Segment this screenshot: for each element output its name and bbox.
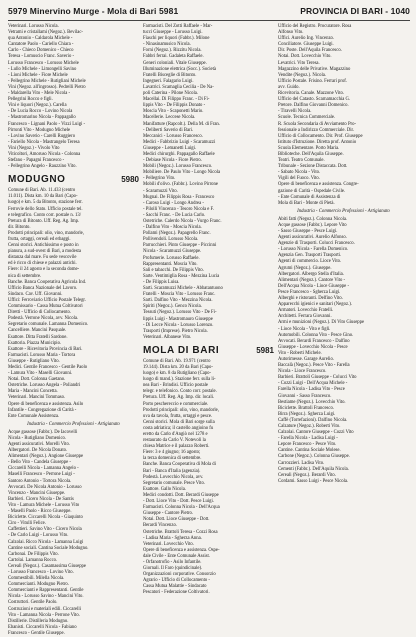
- entry-line: Pollivendoli. Lorusso Nicola.: [143, 237, 199, 243]
- entry-line: Commercianti e Rappresentanti. Gentile: [8, 588, 84, 594]
- entry-line: Carbone (Negoz.). Colonna Giuseppe.: [278, 454, 350, 460]
- entry-line: - Sacchi Franc. - De Lucia Carlo.: [143, 212, 206, 218]
- town-name: MODUGNO: [8, 174, 66, 186]
- entry-line: - Di Lecce Nicola - Lorusso Lorenzo.: [143, 322, 214, 328]
- entry-line: Pretura di Bitonto. Uff. Reg. Ag. Imp.: [8, 218, 80, 224]
- entry-line: - Pellegrino Vito.: [143, 176, 176, 182]
- entry-line: Ostetriche. Brattoli Teresa - Cozzi Rosa: [143, 529, 218, 535]
- entry-line: Cancelliere. Mancini Pasquale.: [8, 328, 67, 334]
- entry-line: Biciclette. Brattoli Francesco.: [278, 405, 334, 411]
- entry-line: Organizzazioni corporative. Consorzio: [143, 572, 216, 578]
- entry-line: Dell'Acqua Nicola - Lioce Giuseppe -: [278, 283, 349, 289]
- entry-line: - De Filippis Luisa.: [143, 279, 180, 285]
- entry-line: Albergatori. De Nicola Donato.: [8, 448, 68, 454]
- entry-line: Commestibili. Milella Nicola.: [8, 576, 65, 582]
- entry-line: Veterinari. Albanese Vito.: [143, 334, 192, 340]
- entry-line: Mola di Bari - Monte di Pietà.: [278, 200, 335, 206]
- entry-line: - Pellegrino Michele - Rutigliani Michele: [8, 78, 86, 84]
- entry-line: Fiere: il 24 agosto e la seconda dome-: [8, 267, 80, 273]
- entry-line: - Maselli Paolo - Ricco Giuseppe.: [8, 509, 72, 515]
- entry-line: Nicola - Lioce Francesco.: [278, 369, 327, 375]
- entry-line: luogo di mand.). Stazione ferr. sulla li-: [143, 377, 216, 383]
- entry-line: Alimentari (Negoz.). Angione Giuseppe: [8, 454, 84, 460]
- entry-line: - Mastromarino Nicola - Pappagallo: [8, 115, 76, 121]
- entry-line: Autorimesse. Garage Aurelio.: [278, 356, 334, 362]
- entry-line: Tessuti (Negoz.). Lorusso Vito - De Fi-: [143, 310, 217, 316]
- entry-line: - Lioni Michele - Fiore Michele: [8, 72, 68, 78]
- entry-line: Avvocati. De Nicola Antonio - Lorusso: [8, 484, 82, 490]
- entry-line: Agenzie di Trasporti. Colucci Francesco.: [278, 241, 355, 247]
- entry-line: Lepore Francesco - Pesce Vito.: [278, 442, 337, 448]
- entry-line: - Dott. Lioce Vito - Dott. Pesce Luigi.: [143, 499, 214, 505]
- entry-line: Avvocati. Berardi Francesco - Dalfino: [278, 338, 350, 344]
- entry-line: gazione di Carità - Ospedale Civile.: [278, 188, 346, 194]
- entry-line: Mobili d'olivo. (Fabbr.). Lovino Pirrone: [143, 182, 218, 188]
- entry-line: Francesco - Gentile Giuseppe.: [8, 630, 65, 636]
- entry-line: Levatrici. Vito Teresa.: [278, 60, 320, 66]
- entry-line: Barbieri. Brattoli Giuseppe - Colucci Vito: [278, 375, 357, 381]
- town-number: 5981: [256, 345, 274, 355]
- entry-line: Sarti. Scaramuzzi Michele - Abbatantuono: [143, 286, 223, 292]
- entry-line: Carlo - Chieco Domenico - Chieco: [8, 48, 74, 54]
- entry-line: Cantatore Paolo - Cariello Chiara -: [8, 42, 74, 48]
- entry-line: Abiti fatti (Negoz.). Colonna Nicola.: [278, 216, 348, 222]
- entry-line: Armi e munizioni (Negoz.). Di Vito Giuseppe: [278, 320, 365, 326]
- column-3: [278, 24, 409, 594]
- entry-line: Ufficio Banca Nazionale del Lavoro.: [8, 285, 78, 291]
- entry-line: Pollami (Negoz.). Papagrello Franc.: [143, 231, 211, 237]
- entry-line: Farmacisti. Del Zotti Raffaele - Mar-: [143, 24, 213, 29]
- entry-line: - Debiase Nicola - Fiore Pietro.: [143, 158, 202, 164]
- entry-line: Parrucchieri. Pinto Giuseppe - Piccinni: [143, 243, 217, 249]
- entry-line: Cereali (Negoz.). Berardi Vito.: [278, 472, 336, 478]
- entry-line: 11.011). Dista km. 10 da Bari (Capo-: [8, 194, 78, 200]
- entry-line: Vito - Lamanna Nicola - Perrone Vito.: [8, 612, 80, 618]
- column-1: [8, 24, 139, 636]
- entry-line: distanza dal mare. Fu sede vescovile: [8, 255, 77, 261]
- entry-line: Trasporti (Imprese). Pietro Nicola.: [143, 328, 208, 334]
- entry-line: Ferrovie dello Stato. Ufficio postale tel.: [8, 206, 83, 212]
- entry-line: Esattore. Gallo Nicola.: [143, 486, 186, 492]
- entry-line: Agrario - Ufficio di Collocamento -: [143, 578, 210, 584]
- entry-line: Sarte. Ventimiglia Rosa - Mezzina Lucia: [143, 273, 220, 279]
- entry-line: Vini (Negoz. all'ingrosso). Pedrelli Pietro: [8, 84, 86, 90]
- entry-line: poli Caterina - Pilone Nicola.: [143, 91, 199, 97]
- entry-line: Ufficio del Catasto. Scarnamacchia G.: [278, 97, 351, 103]
- entry-line: Automobili. Colonna Vito - Pesce Gino.: [278, 332, 354, 338]
- entry-line: Cordami. Sasso Luigi - Pesce Nicola.: [278, 478, 349, 484]
- entry-line: - Dalfino Vito - Moscia Nicola.: [143, 225, 202, 231]
- entry-line: Acque gassose (Fabbr.). De Iacovelli: [8, 429, 78, 435]
- entry-line: lippis Vito - De Filippis Donato -: [143, 103, 206, 109]
- entry-line: Ciro - Vitulli Felice.: [8, 521, 46, 527]
- entry-line: Diretti - Ufficio di Collocamento.: [8, 310, 72, 316]
- entry-line: Esattoria. Piazza Municipio.: [8, 340, 62, 346]
- entry-line: Alberghi e ristoranti. Delfino Vito.: [278, 296, 343, 302]
- entry-line: Santoro Antonio - Tortora Nicola.: [8, 478, 72, 484]
- entry-line: Farmacisti. Lorusso Maria - Tortora: [8, 352, 76, 358]
- entry-line: Agenzia Gen. Trasporti Trasporti.: [278, 253, 342, 259]
- entry-line: tucci Giuseppe - Lorusso Luigi.: [143, 30, 203, 36]
- entry-line: Fabbri ferrai. Gadaleta Raffaele.: [143, 54, 204, 60]
- entry-line: Veterinari. Lorusso Nicola.: [8, 24, 59, 29]
- entry-line: frutta, ortaggi, cereali ed erbaggi.: [8, 237, 71, 242]
- entry-line: Medici chirurghi. Pappagallo Raffaele: [143, 151, 215, 157]
- entry-line: lippis Luigi - Mastromauro Giuseppe: [143, 316, 213, 322]
- entry-line: Vito - Roberti Michele.: [278, 350, 322, 356]
- entry-line: Ufficio del Registro. Procuratore. Rosa: [278, 24, 352, 29]
- entry-line: Giuseppe - Lovecchio Nicola - Pesce: [278, 344, 348, 350]
- entry-line: Scuola Elementare. Porto Maria.: [278, 145, 340, 151]
- entry-line: Calzolai. Ricco Nicola - Lamanna Luigi: [8, 539, 84, 545]
- entry-line: dir. Bitonto.: [8, 224, 31, 230]
- entry-line: Giovanni - Sasso Francesco.: [278, 393, 332, 399]
- entry-line: Pretore. Dalfino Giovanni Domenico.: [278, 103, 349, 109]
- entry-line: - Fariello Nicola - Mastrangelo Teresa: [8, 139, 80, 145]
- entry-line: Prodotti principali: olio, vino, mandorle,: [8, 230, 84, 236]
- entry-line: Medici - Fabbrizio Luigi - Scaramuzzi: [143, 139, 216, 145]
- entry-line: Vincenzo - Mancini Giuseppe.: [8, 490, 66, 496]
- entry-line: Stefano - Papagni Francesco -: [8, 158, 65, 164]
- entry-line: Vini e liquori (Negoz.). Carella: [8, 103, 67, 109]
- entry-line: Esattore. Ditta Fratelli Sardone.: [8, 334, 68, 340]
- entry-line: - Farella Nicola - Ladisa Luigi -: [278, 436, 338, 442]
- entry-line: pianura, a sud-ovest di Bari, a modesta: [8, 249, 81, 255]
- entry-line: Bari - Banca d'Italia (agenzia).: [143, 468, 201, 474]
- entry-line: Carbonai. De Filippis Vito.: [8, 551, 59, 557]
- entry-line: - Scaramuzzi Vito.: [143, 188, 178, 194]
- entry-line: Fiere: 3 e 4 giugno; 16 agosto;: [143, 450, 201, 456]
- entry-line: Teresa - Lomuscio Franc. Saverio -: [8, 54, 75, 60]
- entry-line: Scuole. Tecnica Commerciale.: [278, 115, 336, 121]
- entry-line: Profumerie. Lorusso Raffaele.: [143, 255, 200, 261]
- entry-line: Podestà. Lovecchio Nicola, avv.: [143, 474, 204, 480]
- entry-line: - Sabato Nicola - Vito.: [278, 170, 321, 176]
- entry-line: Acque gassose (Fabbr.). Lepore Vito: [278, 222, 347, 228]
- entry-line: Tribunale - Sezione Distaccata. Dott.: [278, 164, 348, 170]
- entry-line: Pesce Francesco - Sgherza Luigi.: [278, 289, 341, 295]
- entry-line: Giuseppe - Rutigliano Vito.: [8, 358, 60, 364]
- entry-line: dale Civile - Ente Comunale Assist.: [143, 553, 210, 559]
- entry-line: Vigili del Fuoco. Vito.: [278, 176, 320, 182]
- entry-line: Pretura. Uff. Reg. Ag. Imp. dir. locali.: [143, 395, 215, 401]
- entry-line: Sali e tabacchi. De Filippis Vito.: [143, 267, 204, 273]
- entry-line: Nicola - Lorusso Savino - Mancini Vito.: [8, 594, 84, 600]
- entry-line: Fratelli Bisceglie di Bitonto.: [143, 72, 197, 78]
- entry-line: e telegrafico. Conto corr. postale n. 13/: [8, 212, 82, 218]
- town-number: 5980: [121, 175, 139, 185]
- entry-line: Esattore - Ricevitoria Provincia di Bari.: [8, 346, 83, 352]
- entry-line: Ostetriche. Calerdo Nicola - Vurgo Franc.: [143, 219, 222, 224]
- entry-line: Alimentari (Negoz.). Cantore Vito -: [278, 277, 346, 283]
- entry-line: Agenti assicurativi. Morelli Vito.: [8, 442, 70, 447]
- entry-line: - Ente Comunale di Assistenza di: [278, 194, 341, 200]
- entry-line: Prodotti principali: olio, vino, mandorle,: [143, 407, 219, 413]
- entry-line: Cenni storici. Mola di Bari sorge sulla: [143, 419, 215, 425]
- entry-line: Albergatori. Albergo Stella d'Italia.: [278, 271, 344, 277]
- entry-line: Biblioteche. Dell'Aquila Giuseppe.: [278, 151, 344, 157]
- entry-line: Dir. Poste. Dell'Aquila Francesco.: [278, 48, 342, 54]
- entry-line: Commercianti. Modugno Pietro.: [8, 582, 69, 588]
- entry-line: Lavatrici. Scamaglia Cecilia - De Na-: [143, 84, 214, 90]
- entry-line: Lorusso Francesco - Lorusso Michele: [8, 60, 79, 66]
- entry-line: Mobiliere. De Paulo Vito - Longo Nicola: [143, 170, 221, 176]
- header-left-title: 5979 Minervino Murge - Mola di Bari 5981: [8, 6, 179, 16]
- entry-line: Commissario - Cassa Mutua Coltivatori: [8, 304, 83, 310]
- entry-line: Medici condotti. Dott. Berardi Giuseppe: [143, 492, 219, 498]
- entry-line: qua Antonio - Caldarola Michele -: [8, 36, 73, 42]
- entry-line: Teatri. Teatro Comunale.: [278, 158, 325, 164]
- entry-line: Infantile - Congregazione di Carità -: [8, 407, 77, 413]
- entry-line: Berardi Vincenzo.: [143, 523, 177, 529]
- entry-line: Agrumi (Negoz.). Giuseppe.: [278, 265, 332, 271]
- entry-line: Veterinari. Mancini Tommaso.: [8, 395, 66, 401]
- entry-line: Vini (Negoz.) - Vivolo Vito: [8, 145, 60, 151]
- entry-line: Maria - Mancini Concetta.: [8, 389, 58, 395]
- entry-line: Spiriti (Negoz.). Genco Nicola.: [143, 304, 202, 310]
- entry-line: ed è ricco di chiese e palazzi antichi.: [8, 261, 77, 267]
- entry-line: Farmacisti. Colonna Nicola - Dell'Acqua: [143, 505, 220, 511]
- entry-line: Ebanisti. Ciccarelli Nicola - Fabiano: [8, 624, 77, 630]
- entry-line: uva da tavola, frutta, ortaggi e pesce.: [143, 413, 213, 419]
- entry-line: - Lamura Vito - Maselli Giovanni.: [8, 371, 73, 377]
- entry-line: Fiaschi per liquori (Fabbr.). Milone: [143, 36, 210, 42]
- entry-line: restaurato da Carlo V. Notevoli la: [143, 438, 206, 444]
- entry-line: avv. Guido.: [278, 84, 300, 90]
- entry-line: - De Lucia Rocco - Lovino Nicola: [8, 109, 73, 115]
- entry-line: Medici. Gentile Francesco - Gentile Paolo: [8, 364, 88, 370]
- entry-line: - Pilolli Vincenzo - Tesoro Nicola e F.: [143, 206, 214, 212]
- entry-line: Notai. Dott. Colonna Gaetano.: [8, 377, 66, 383]
- entry-line: Biciclette. Ciccarelli Nicola - Giaquinto: [8, 515, 83, 521]
- entry-line: Baccalà (Negoz.). Pesce Vito - Farella: [278, 363, 350, 369]
- entry-line: Maselli Francesco - Perrone Luigi -: [8, 472, 75, 478]
- entry-line: Opere di beneficenza e assistenza. Congre-: [278, 182, 359, 188]
- entry-line: Meccanici - Lorusso Francesco.: [143, 133, 203, 139]
- entry-line: telegr. e telefonico. Conto corr. postale.: [143, 389, 217, 395]
- entry-line: - Ladisa Maria - Sgherza Anna.: [143, 535, 202, 541]
- entry-line: Forni (Negoz.). Rizzitu Nicola.: [143, 48, 202, 54]
- entry-line: Agenti assicurativi. Aurelio Alfonso.: [278, 235, 347, 241]
- entry-line: Manifatture (Rapcolt.). Della M. di Fran.: [143, 121, 220, 127]
- entry-line: - Pellegrino Angelo - Rauzzino Vito.: [8, 164, 77, 170]
- entry-line: Pirronti Vito - Modugno Michele: [8, 127, 71, 133]
- entry-line: Notai. Dott. Lioce Giuseppe - Dott.: [143, 517, 210, 523]
- entry-line: Armatori. Lovecchio Fratelli.: [278, 308, 334, 314]
- entry-line: Vito - Lamura Michele - Lorusso Vito: [8, 502, 80, 508]
- entry-line: Bestiame (Negoz.). Lovecchio Vito.: [278, 399, 346, 405]
- entry-line: R. Scuola Secondaria di Avviamento Pro-: [278, 121, 357, 127]
- entry-line: Sindaco. Cav. Uff. Giovanni.: [8, 291, 63, 297]
- entry-line: - Orfanotrofio - Asilo Infantile.: [143, 559, 202, 565]
- entry-line: - Lorusso Francesco - Lovino Vito.: [8, 569, 74, 575]
- town-name: MOLA DI BARI: [143, 344, 220, 356]
- entry-line: Francesco - Lignani Paolo - Vizzi Luigi -: [8, 121, 86, 127]
- entry-line: Illuminazione elettrica (Socc.). Società: [143, 66, 217, 72]
- entry-line: Sarti. Dalfino Vito - Mezzina Nicola.: [143, 298, 213, 304]
- entry-line: Giuseppe - Cantore Pietro.: [143, 511, 193, 517]
- entry-line: Comune di Bari. Ab. 11.433 (centro: [8, 188, 76, 194]
- entry-line: - Lovino Saverio - Carelli Ruggiero: [8, 133, 76, 139]
- entry-line: - Deliberti Saverio di Bari.: [143, 127, 194, 133]
- entry-line: - Sasso Giuseppe - Pesce Luigi.: [278, 229, 338, 234]
- entry-line: Istituto d'Istruzione. Diretta prof. Antonio: [278, 139, 357, 145]
- entry-line: Farella Nicola - Ladisa Vito - Pesce: [278, 387, 345, 393]
- entry-line: Calzature (Negoz.). Roberti Vito.: [278, 424, 341, 429]
- entry-line: Cartolai. Lamanna Rocco.: [8, 557, 58, 563]
- entry-line: - Caroso Luigi - Longo Andrea -: [143, 200, 204, 206]
- entry-line: Macellai. Di Filippo Franc. - Di Fi-: [143, 97, 210, 103]
- entry-line: Caffettieri. Savino Vito - Cicero Nicola: [8, 527, 82, 533]
- entry-line: Pellegrini Rocco e figli.: [8, 97, 53, 103]
- entry-line: Macellerie. Leccese Nicola.: [143, 115, 196, 121]
- entry-line: Birra (Negoz.). Sgherza Luigi.: [278, 411, 336, 417]
- entry-line: Magazzino delle Privative. Magazzino: [278, 66, 351, 72]
- entry-line: - Maldarella Vito - Mele Nicola -: [8, 91, 71, 97]
- entry-line: Veterinari. Lovecchio Vito.: [143, 541, 194, 547]
- entry-line: Opere di beneficenza e assistenza. Asilo: [8, 401, 84, 407]
- entry-line: 19.144). Dista km. 20 da Bari (Capo-: [143, 364, 213, 370]
- entry-line: Moscia Vito - Scaponetti Mario.: [143, 109, 204, 115]
- directory-page: [8, 6, 410, 636]
- entry-line: Ufficio di Collocamento. Dir. Prof. Giuseppe: [278, 133, 363, 139]
- entry-line: Giornali. Il Faro (quindicinale).: [143, 566, 203, 572]
- entry-line: Generi coloniali. Vitale Giuseppe.: [143, 60, 207, 66]
- entry-line: fessionale a Indirizzo Commerciale. Dir.: [278, 127, 355, 133]
- entry-line: - Ninasinamusico Nicola.: [143, 42, 191, 48]
- entry-line: Nicola - Rutigliano Domenico.: [8, 435, 67, 441]
- entry-line: Carrozzieri. Ladisa Vito.: [278, 460, 325, 466]
- entry-line: eretto da Carlo d'Angiò nel 1278 e: [143, 432, 208, 437]
- entry-line: la terza domenica di settembre.: [143, 456, 202, 462]
- entry-line: nea Bari - Brindisi. Ufficio postale: [143, 383, 209, 389]
- sub-heading: Industria - Commercio Professioni - Artigianato: [297, 208, 390, 214]
- entry-line: Architetti. Ferrara Giovanni.: [278, 314, 332, 320]
- entry-line: nica di settembre.: [8, 273, 42, 279]
- entry-line: Apparecchi igienici e sanitari (Negoz.).: [278, 302, 352, 308]
- entry-line: - Lioce Nicola - Vito e figli.: [278, 326, 331, 332]
- entry-line: Segretario comunale. Pesce Vito.: [143, 480, 205, 486]
- entry-line: Cantine. Cantina Sociale Molese.: [278, 448, 341, 454]
- entry-line: costa adriatica; il castello angioino fu: [143, 425, 214, 431]
- town-section-heading: [143, 345, 274, 356]
- entry-line: Cantine sociali. Cantina Sociale Modugno.: [8, 545, 89, 551]
- header-right-title: PROVINCIA DI BARI - 1040: [300, 6, 410, 16]
- entry-line: Uffici: Ferroviario Ufficio Postale Telegr.: [8, 297, 86, 303]
- entry-line: Mobili (Negoz.). Lorusso Francesco.: [143, 164, 213, 170]
- entry-line: Porto peschereccio e commerciale.: [143, 401, 209, 407]
- entry-line: - Bello Vito - Candela Giuseppe -: [8, 460, 71, 466]
- entry-line: Podestà. Verrone Nicola, avv. Nicola.: [8, 316, 79, 322]
- entry-line: Ufficio Postale. Frisino. Ferrari prof.: [278, 78, 348, 84]
- entry-line: - Lullo Michele - Limongelli Savino: [8, 66, 77, 72]
- entry-line: Fratelli - Moscia Vito - Lorusso Franc.: [143, 292, 216, 298]
- entry-line: Cassa Mutua Malattie - Sindacato: [143, 584, 207, 590]
- entry-line: Vetrami e cristallami (Negoz.). Bevilac-: [8, 30, 83, 36]
- entry-line: Ciccarelli Nicola - Lamanna Angelo -: [8, 466, 79, 472]
- entry-line: Nicola - Scaramuzzi Giuseppe.: [143, 249, 202, 255]
- entry-line: Giuseppe - Lemanetti Luigi.: [143, 145, 197, 151]
- entry-line: Conciliatore. Giuseppe Luigi.: [278, 42, 334, 48]
- entry-line: Banche. Banca Cooperativa di Mola di: [143, 462, 216, 468]
- column-2: [143, 24, 274, 594]
- entry-line: Comune di Bari. Ab. 19.971 (centro: [143, 358, 211, 364]
- entry-line: Ente Comunale Assistenza.: [8, 413, 60, 419]
- entry-line: - Lorusso Nicola - Farella Domenico.: [278, 247, 349, 253]
- town-section-heading: [8, 174, 139, 185]
- entry-line: - Tiravelli Nicola.: [278, 109, 312, 115]
- entry-line: Distillerie. Distilleria Modugno.: [8, 618, 69, 624]
- entry-line: chiesa Matrice e il palazzo Roberti.: [143, 444, 210, 450]
- entry-line: Calzolai. Cantore Giuseppe - Cozzi Vito: [278, 430, 354, 436]
- entry-line: Caffè (Torrefazioni). Dalfino Nicola.: [278, 417, 348, 423]
- entry-line: Uffici. Aurelio Ing. Vincenzo.: [278, 36, 335, 42]
- entry-line: Pescatori - Federazione Coltivatori.: [143, 590, 210, 596]
- entry-line: - Cozzi Luigi - Dell'Acqua Michele -: [278, 381, 348, 387]
- sub-heading: Industria - Commercio Professioni - Artigianato: [27, 421, 120, 427]
- entry-line: Viticoltori, Amoruso Nicola - Colonna: [8, 151, 81, 157]
- entry-line: Costruzioni e materiali edili. Ciccarelli: [8, 606, 82, 612]
- text-columns: [8, 24, 410, 636]
- entry-line: Agenti di commercio. Lioce Vito.: [278, 259, 342, 265]
- entry-line: Banche. Banca Cooperativa Agricola Ind.: [8, 279, 87, 285]
- entry-line: Barbieri. Cicero Nicola - De Santis: [8, 496, 74, 502]
- page-header: [8, 6, 410, 21]
- entry-line: Notai. Dott. Lovecchio Vito.: [278, 54, 332, 60]
- entry-line: luogo) e km. 8 da Rutigliano (Capo-: [143, 371, 212, 377]
- entry-line: Ingegneri. Falagario Luigi.: [143, 78, 194, 84]
- entry-line: Rappresentanti. Moscia Vito.: [143, 261, 198, 267]
- entry-line: - De Carlo Luigi - Lorusso Vito.: [8, 533, 69, 539]
- entry-line: Segretario comunale. Lamanna Domenico.: [8, 322, 89, 328]
- entry-line: Mugnai. De Filippis Rosa - Francesco: [143, 194, 215, 200]
- entry-line: Costruttori. Gentile Paolo.: [8, 600, 58, 606]
- entry-line: Opere di beneficenza e assistenza. Ospe-: [143, 547, 220, 553]
- entry-line: Alfonso Vito.: [278, 30, 304, 36]
- entry-line: Cenni storici. Antichissimo e posto in: [8, 243, 79, 249]
- entry-line: Ostetriche. Lorusso Angela - Poliandri: [8, 383, 81, 389]
- entry-line: Cementi (Fabbr.). Dell'Aquila Nicola.: [278, 466, 349, 472]
- entry-line: Vendite (Negoz.). Nicola.: [278, 72, 327, 78]
- entry-line: luogo) e km. 5 da Bitonto, stazione ferr.: [8, 200, 83, 206]
- entry-line: Ricevitoria. Canale. Mazzone Vito.: [278, 91, 345, 97]
- entry-line: Cereali (Negoz.). Casamassima Giuseppe: [8, 563, 86, 569]
